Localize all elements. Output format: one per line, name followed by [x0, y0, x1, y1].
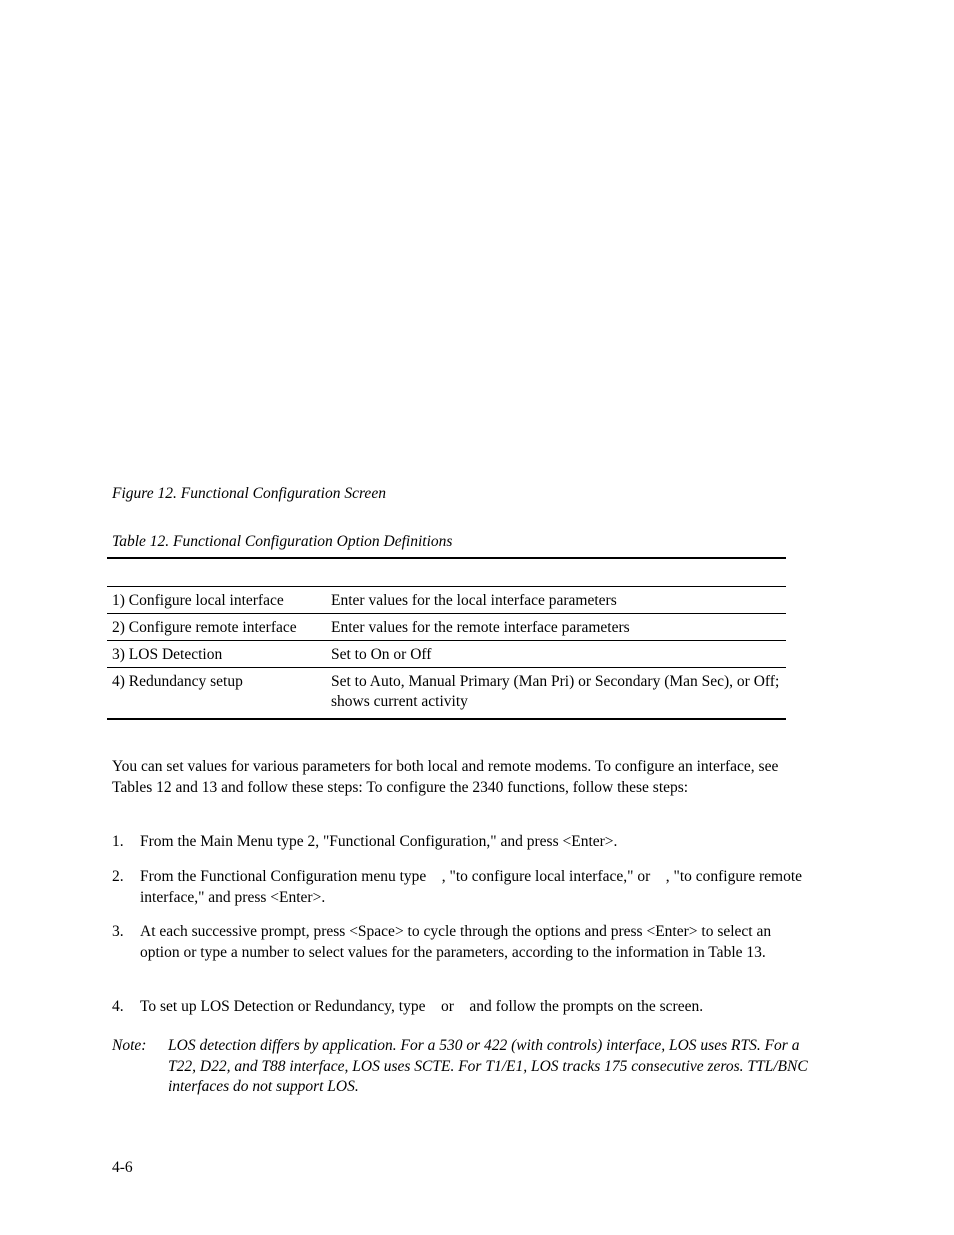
table-caption: Table 12. Functional Configuration Option Definitions — [112, 533, 453, 550]
note — [112, 1036, 812, 1098]
table-row — [107, 668, 786, 715]
step-item — [112, 922, 812, 963]
options-table — [107, 587, 786, 714]
table-bottom-rule — [107, 718, 786, 720]
step-number: 4. — [112, 998, 124, 1015]
table-row — [107, 614, 786, 641]
step-text: From the Functional Configuration menu type , "to configure local interface," or , "to configure remote interface," and press <Enter>. — [140, 868, 806, 906]
figure-caption: Figure 12. Functional Configuration Screen — [112, 485, 386, 502]
table-row — [107, 587, 786, 614]
option-cell: 2) Configure remote interface — [112, 619, 297, 636]
step-item — [112, 997, 812, 1018]
step-item — [112, 832, 812, 853]
step-text: From the Main Menu type 2, "Functional Configuration," and press <Enter>. — [140, 833, 618, 850]
option-cell: 1) Configure local interface — [112, 592, 284, 609]
step-text: At each successive prompt, press <Space> to cycle through the options and press <Enter> to select an option or type a number to select values for the parameters, according to the information in Table 13. — [140, 923, 772, 961]
step-number: 2. — [112, 868, 124, 885]
note-text: LOS detection differs by application. For a 530 or 422 (with controls) interface, LOS uses RTS. For a T22, D22, and T88 interface, LOS uses SCTE. For T1/E1, LOS tracks 175 consecutive zeros. TTL/BNC interfaces do not support LOS. — [168, 1037, 808, 1095]
intro-paragraph: You can set values for various parameters for both local and remote modems. To configure an interface, see Tables 12 and 13 and follow these steps: To configure the 2340 functions, follow these steps: — [112, 758, 779, 796]
step-text: To set up LOS Detection or Redundancy, type or and follow the prompts on the screen. — [140, 998, 704, 1015]
table-top-rule — [107, 557, 786, 559]
definition-cell: Set to On or Off — [331, 646, 432, 663]
table-row — [107, 641, 786, 668]
page-number: 4-6 — [112, 1159, 133, 1176]
note-label: Note: — [112, 1037, 147, 1054]
definition-cell: Enter values for the local interface parameters — [331, 592, 617, 609]
step-item — [112, 867, 812, 908]
option-cell: 4) Redundancy setup — [112, 673, 243, 690]
definition-cell: Set to Auto, Manual Primary (Man Pri) or Secondary (Man Sec), or Off; shows current activity — [331, 673, 780, 710]
step-number: 1. — [112, 833, 124, 850]
option-cell: 3) LOS Detection — [112, 646, 223, 663]
definition-cell: Enter values for the remote interface parameters — [331, 619, 630, 636]
step-number: 3. — [112, 923, 124, 940]
